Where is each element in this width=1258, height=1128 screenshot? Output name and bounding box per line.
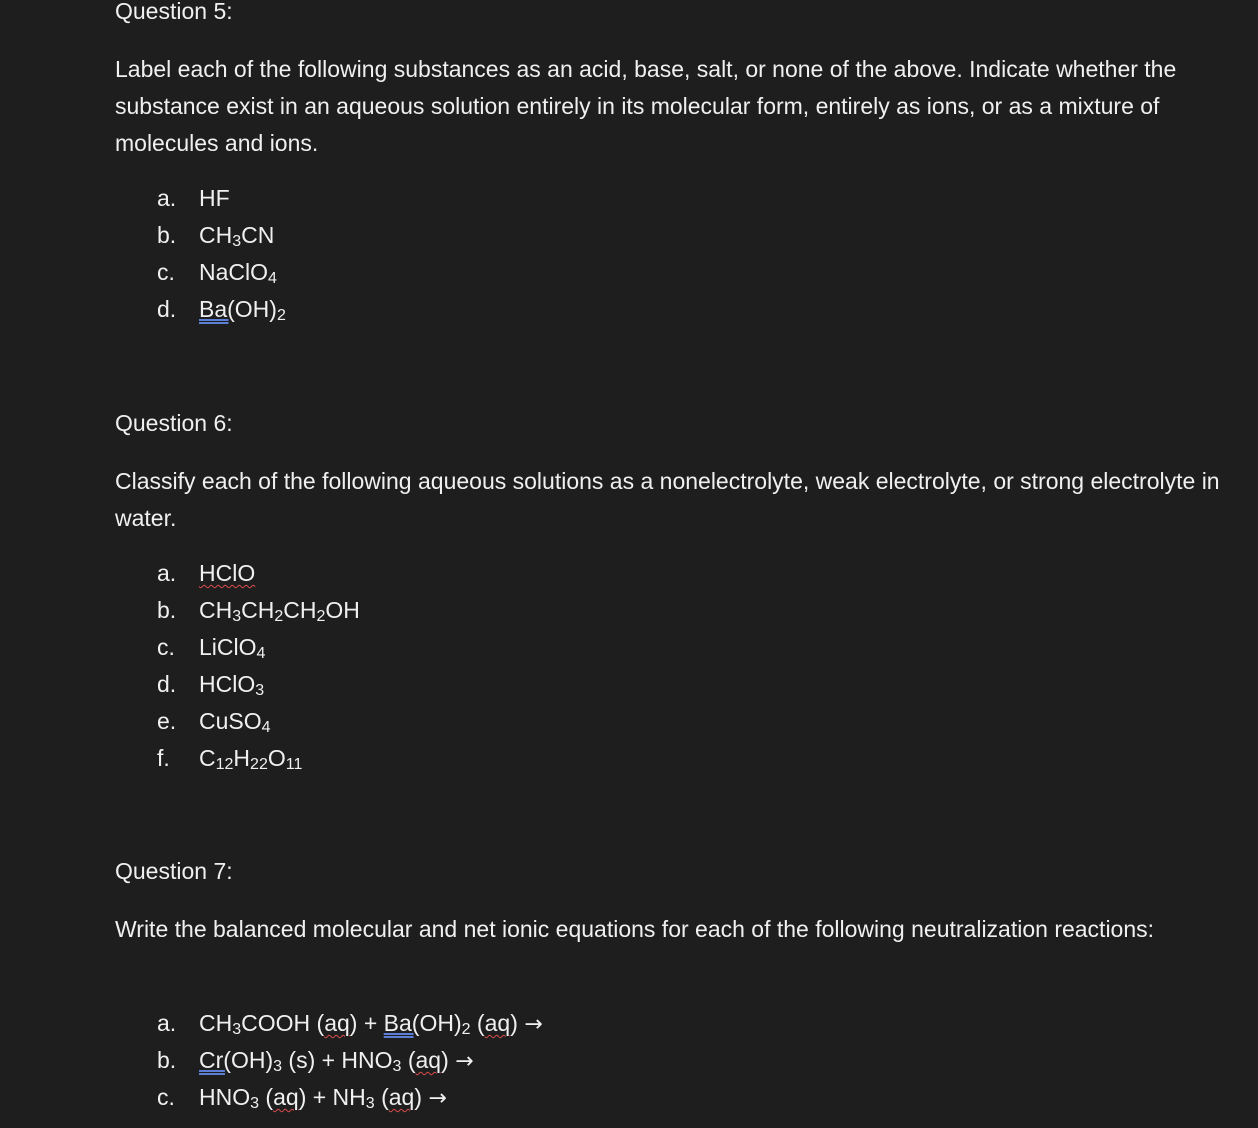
question-7-prompt: Write the balanced molecular and net ionic equations for each of the following neutralization reactions: xyxy=(115,916,1155,942)
list-item xyxy=(157,1042,543,1079)
question-6-prompt: Classify each of the following aqueous solutions as a nonelectrolyte, weak electrolyte, or strong electrolyte in water. xyxy=(115,468,1220,531)
list-item xyxy=(157,629,360,666)
question-7-heading: Question 7: xyxy=(115,858,233,884)
list-marker: b. xyxy=(157,222,177,248)
list-marker: a. xyxy=(157,185,177,211)
list-marker: b. xyxy=(157,1047,177,1073)
formula: LiClO$_4$ xyxy=(199,634,266,662)
list-item xyxy=(157,1005,543,1042)
formula: $C_{12}H_{22}O_{11}$ xyxy=(199,745,303,773)
list-marker: c. xyxy=(157,259,175,285)
formula: $CH_3CN$ xyxy=(199,222,275,250)
question-7-list xyxy=(157,1005,543,1116)
list-marker: d. xyxy=(157,671,177,697)
list-marker: f. xyxy=(157,745,170,771)
list-item xyxy=(157,254,286,291)
list-item xyxy=(157,1079,543,1116)
list-marker: a. xyxy=(157,560,177,586)
reaction-arrow: → xyxy=(524,1012,543,1037)
equation: $HNO_3$ $(aq) + NH_3$ (aq) → xyxy=(199,1084,447,1112)
list-marker: b. xyxy=(157,597,177,623)
question-5-prompt: Label each of the following substances as an acid, base, salt, or none of the above. Indicate whether the substance exist in an aqueous solution entirely in its molecular form, entirely as ions, or as a mixture of molecules and ions. xyxy=(115,56,1177,156)
list-item xyxy=(157,291,286,328)
formula: NaClO$_4$ xyxy=(199,259,277,287)
question-5-list xyxy=(157,180,286,328)
list-item xyxy=(157,592,360,629)
reaction-arrow: → xyxy=(428,1086,447,1111)
equation: $Cr(OH)_3$ $(s) + HNO_3$ (aq) → xyxy=(199,1047,474,1075)
list-item xyxy=(157,703,360,740)
formula: HClO$_3$ xyxy=(199,671,265,699)
list-marker: d. xyxy=(157,296,177,322)
list-marker: a. xyxy=(157,1010,177,1036)
formula: HF xyxy=(199,185,230,211)
list-item xyxy=(157,740,360,777)
formula: CuSO$_4$ xyxy=(199,708,271,736)
list-item xyxy=(157,180,286,217)
list-item xyxy=(157,666,360,703)
formula: $Ba(OH)_2$ xyxy=(199,296,286,324)
list-marker: c. xyxy=(157,634,175,660)
question-6-heading: Question 6: xyxy=(115,410,233,436)
list-marker: c. xyxy=(157,1084,175,1110)
list-marker: e. xyxy=(157,708,177,734)
reaction-arrow: → xyxy=(455,1049,474,1074)
list-item xyxy=(157,217,286,254)
formula: HClO xyxy=(199,560,256,586)
list-item xyxy=(157,555,360,592)
question-5-heading: Question 5: xyxy=(115,0,233,24)
formula: $CH_3CH_2CH_2OH$ xyxy=(199,597,360,625)
grammar-underline: Ba( xyxy=(199,296,235,322)
equation: $CH_3COOH$ $(aq) + Ba(OH)_2$ (aq) → xyxy=(199,1010,543,1038)
question-6-list xyxy=(157,555,360,777)
